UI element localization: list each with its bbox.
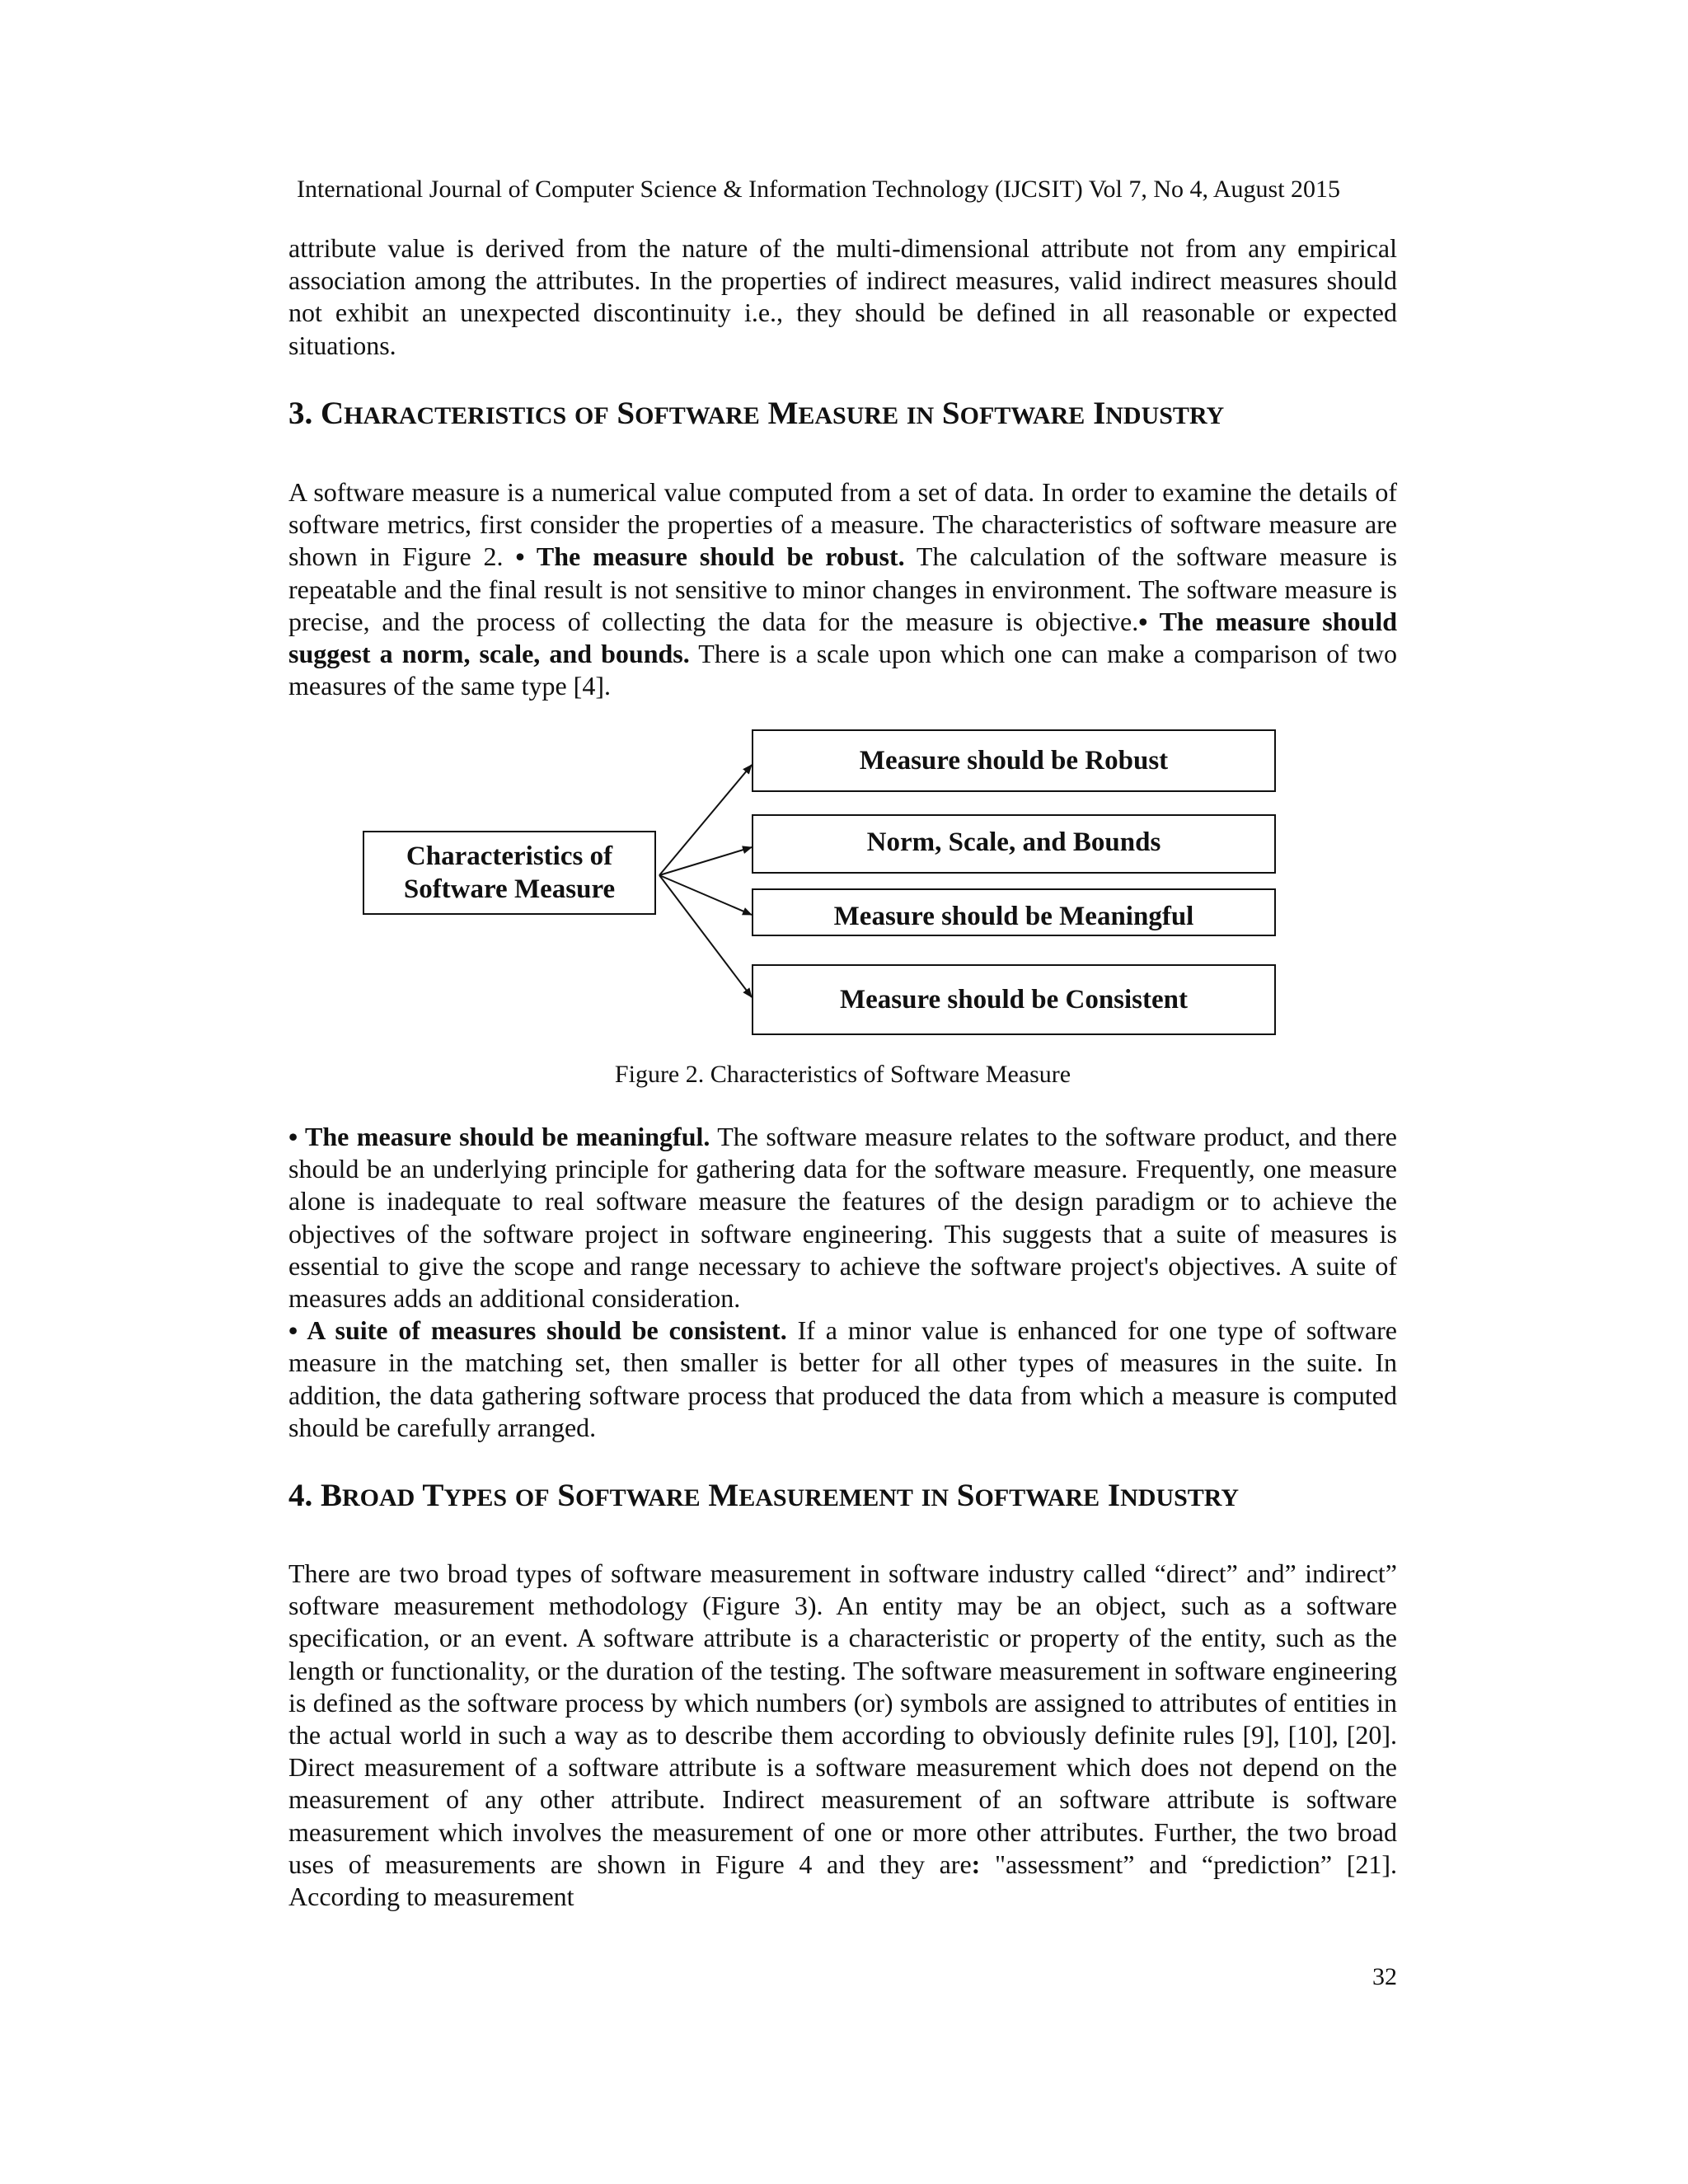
figure-caption: Figure 2. Characteristics of Software Measure [614, 1061, 1071, 1088]
section-3-heading: 3. CHARACTERISTICS OF SOFTWARE MEASURE IN SOFTWARE INDUSTRY [288, 396, 1225, 431]
figure-target-meaningful: Measure should be Meaningful [752, 888, 1276, 936]
arrow-to-robust [659, 765, 752, 875]
figure-target-norm: Norm, Scale, and Bounds [752, 814, 1276, 874]
page-number: 32 [1372, 1963, 1397, 1990]
figure-target-robust: Measure should be Robust [752, 729, 1276, 792]
figure-source-box: Characteristics of Software Measure [363, 831, 656, 915]
intro-text: attribute value is derived from the nature of the multi-dimensional attribute not from any empirical association among the attributes. In the properties of indirect measures, valid indirect measures should not exhibit an unexpected discontinuity i.e., they should be defined in all reasonable or expected situations. [288, 233, 1397, 360]
journal-header: International Journal of Computer Science & Information Technology (IJCSIT) Vol 7, No 4, August 2015 [297, 176, 1341, 203]
arrow-to-norm [659, 847, 752, 875]
section-4-paragraph-1: There are two broad types of software measurement in software industry called “direct” and” indirect” software measurement methodology (Figure 3). An entity may be an object, such as a software specification, or an event. A software attribute is a characteristic or property of the entity, such as the length or functionality, or the duration of the testing. The software measurement in software engineering is defined as the software process by which numbers (or) symbols are assigned to attributes of entities in the actual world in such a way as to describe them according to obviously definite rules [9], [10], [20]. Direct measurement of a software attribute is a software measurement which does not depend on the measurement of any other attribute. Indirect measurement of an software attribute is software measurement which involves the measurement of one or more other attributes. Further, the two broad uses of measurements are shown in Figure 4 and they are: "assessment” and “prediction” [21]. According to measurement [288, 1558, 1398, 1912]
section-3-paragraph-2: • The measure should be meaningful. The software measure relates to the software product, and there should be an underlying principle for gathering data for the software measure. Frequently, one measure alone is inadequate to real software measure the features of the design paradigm or to achieve the objectives of the software project in software engineering. This suggests that a suite of measures is essential to give the scope and range necessary to achieve the software project's objectives. A suite of measures adds an additional consideration. • A suite of measures should be consistent. If a minor value is enhanced for one type of software measure in the matching set, then smaller is better for all other types of measures in the suite. In addition, the data gathering software process that produced the data from which a measure is computed should be carefully arranged. [288, 1122, 1398, 1442]
section-4-heading: 4. BROAD TYPES OF SOFTWARE MEASUREMENT IN SOFTWARE INDUSTRY [288, 1478, 1240, 1513]
arrow-to-consistent [659, 875, 752, 997]
section-3-paragraph-1: A software measure is a numerical value computed from a set of data. In order to examine the details of software metrics, first consider the properties of a measure. The characteristics of software measure are shown in Figure 2. • The measure should be robust. The calculation of the software measure is repeatable and the final result is not sensitive to minor changes in environment. The software measure is precise, and the process of collecting the data for the measure is objective.• The measure should suggest a norm, scale, and bounds. There is a scale upon which one can make a comparison of two measures of the same type [4]. [288, 477, 1398, 701]
figure-target-consistent: Measure should be Consistent [752, 964, 1276, 1035]
arrow-to-meaningful [659, 875, 752, 915]
